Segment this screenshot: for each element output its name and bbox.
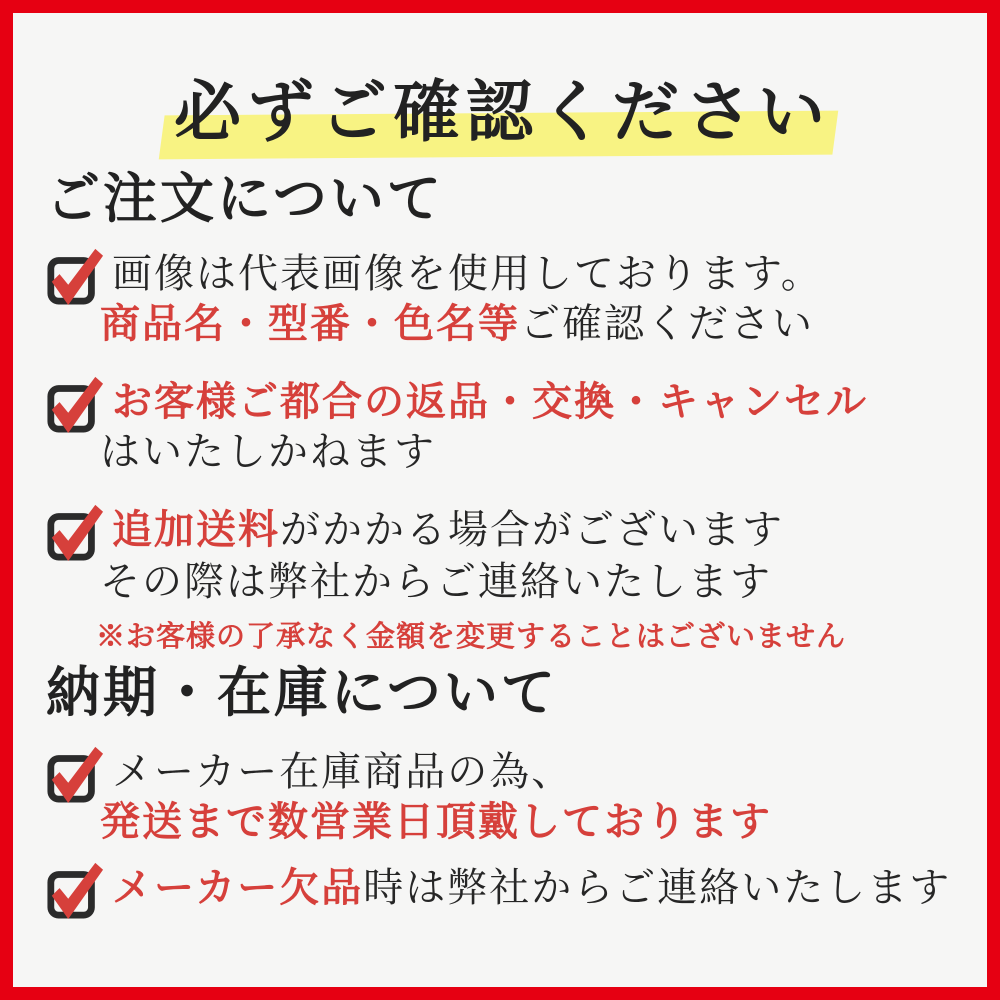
page-title-text: 必ずご確認ください [174, 76, 831, 150]
notice-line [112, 505, 846, 555]
notice-line [100, 555, 846, 609]
notice-line [112, 863, 951, 913]
notice-line [100, 797, 772, 847]
text-segment-emphasis: お客様ご都合の返品・交換・キャンセル [112, 379, 868, 424]
text-segment: ご確認ください [520, 301, 814, 346]
page-title [174, 63, 831, 163]
text-segment-emphasis: 発送まで数営業日頂戴しております [100, 799, 772, 844]
notice-line [112, 747, 772, 797]
notice-footnote: ※お客様の了承なく金額を変更することはございません [96, 621, 847, 653]
section-order-heading: ご注文について [46, 169, 444, 229]
notice-item-text [100, 377, 868, 477]
section-stock-heading: 納期・在庫について [46, 663, 558, 723]
text-segment: がかかる場合がございます [280, 507, 784, 552]
text-segment-emphasis: 追加送料 [112, 507, 280, 552]
checkbox-checked-icon [46, 743, 104, 805]
notice-item-text [112, 863, 951, 913]
notice-item-extra-shipping [46, 505, 959, 657]
text-segment: はいたしかねます [100, 429, 436, 474]
notice-item-representative-image [46, 249, 959, 349]
text-segment-emphasis: メーカー欠品 [112, 865, 364, 910]
notice-line [100, 427, 868, 477]
notice-line [112, 249, 823, 299]
checkbox-checked-icon [46, 501, 104, 563]
text-segment: その際は弊社からご連絡いたします [100, 559, 772, 604]
notice-item-text [100, 747, 772, 847]
notice-item-maker-stock [46, 747, 959, 847]
notice-item-text [100, 249, 823, 349]
notice-item-text [96, 505, 847, 657]
checkbox-checked-icon [46, 373, 104, 435]
text-segment: 画像は代表画像を使用しております。 [112, 251, 823, 296]
checkbox-checked-icon [46, 859, 104, 921]
section-stock [46, 657, 959, 921]
notice-item-maker-shortage [46, 863, 959, 921]
text-segment: メーカー在庫商品の為、 [112, 749, 574, 794]
notice-line [100, 299, 823, 349]
checkbox-checked-icon [46, 245, 104, 307]
text-segment: 時は弊社からご連絡いたします [363, 865, 952, 910]
section-order [46, 163, 959, 657]
text-segment-emphasis: 商品名・型番・色名等 [100, 301, 520, 346]
notice-item-no-returns [46, 377, 959, 477]
notice-line [112, 377, 868, 427]
